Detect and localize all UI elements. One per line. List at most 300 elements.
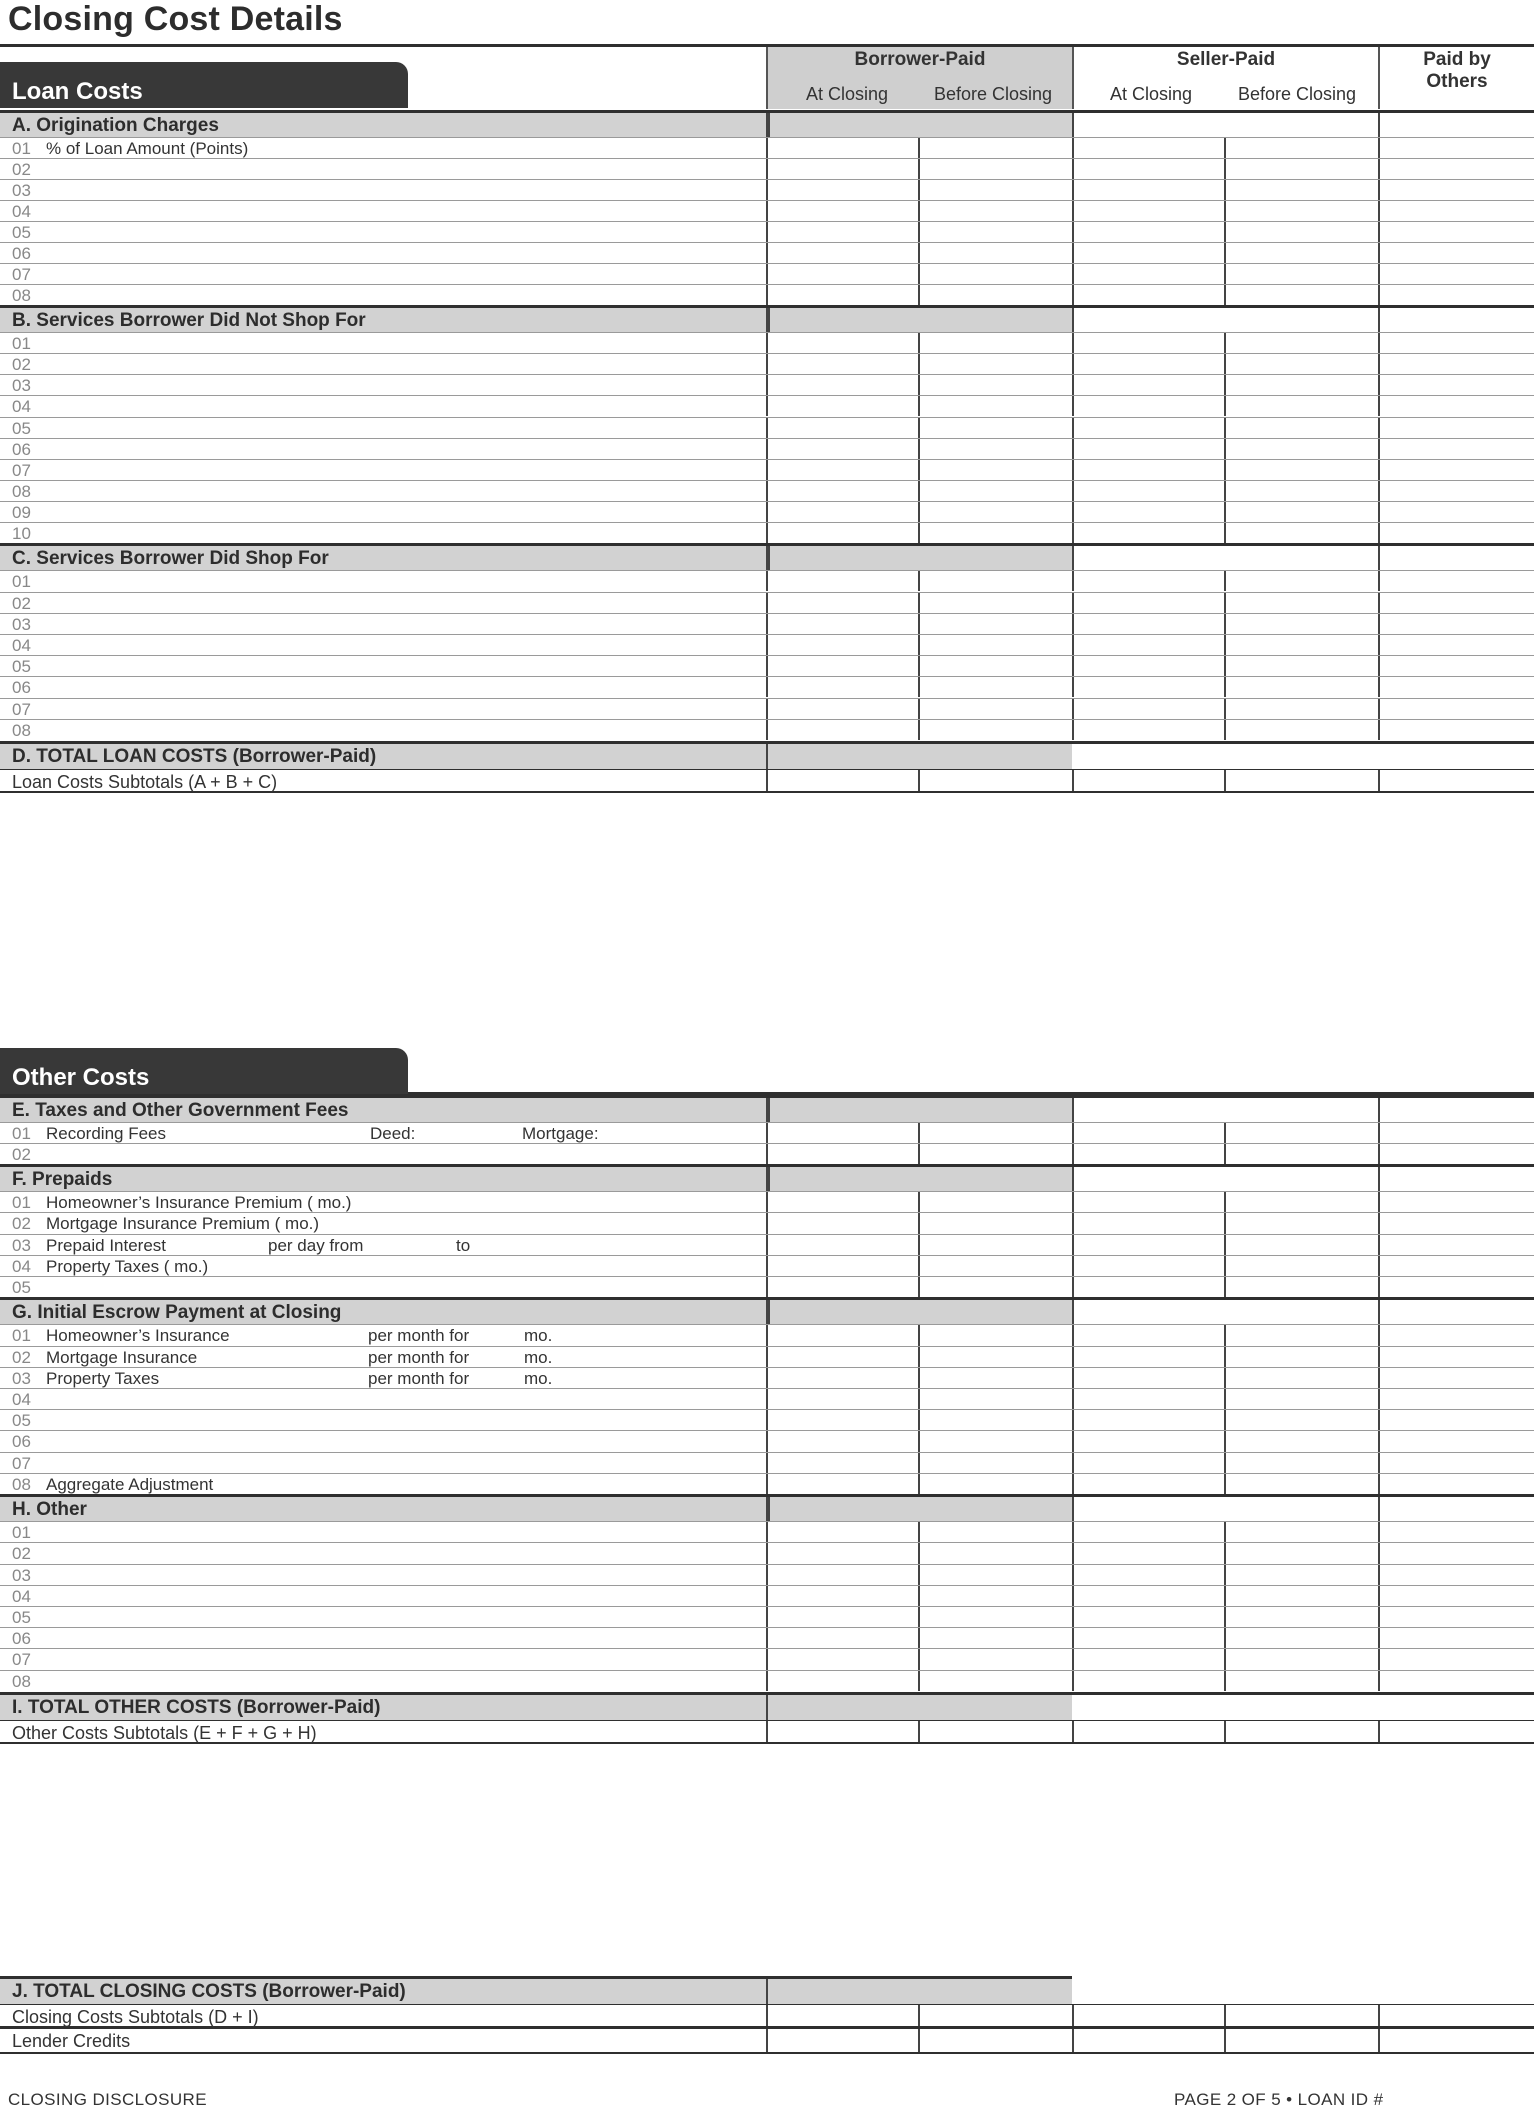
amount-cell[interactable] <box>1226 201 1378 221</box>
amount-cell[interactable] <box>920 614 1072 634</box>
amount-cell[interactable] <box>768 1256 920 1276</box>
line-item-row <box>0 634 1534 655</box>
amount-cell[interactable] <box>768 699 920 719</box>
amount-cell[interactable] <box>920 2029 1072 2052</box>
amount-cell[interactable] <box>1380 222 1534 242</box>
amount-cell[interactable] <box>1226 354 1378 374</box>
amount-cell[interactable] <box>1226 1410 1378 1430</box>
amount-cell[interactable] <box>920 1144 1072 1164</box>
amount-cell[interactable] <box>768 460 920 480</box>
amount-cell[interactable] <box>920 770 1072 791</box>
amount-cell[interactable] <box>768 2005 920 2026</box>
amount-cell[interactable] <box>1226 1565 1378 1585</box>
column-divider <box>918 333 920 353</box>
amount-cell[interactable] <box>920 285 1072 305</box>
amount-cell[interactable] <box>768 770 920 791</box>
amount-cell[interactable] <box>1226 285 1378 305</box>
amount-cell[interactable] <box>768 1474 920 1494</box>
amount-cell[interactable] <box>1074 1277 1226 1297</box>
amount-cell[interactable] <box>1074 1522 1226 1542</box>
amount-cell[interactable] <box>768 1586 920 1606</box>
amount-cell[interactable] <box>1074 460 1226 480</box>
amount-cell[interactable] <box>1380 1347 1534 1367</box>
amount-cell[interactable] <box>1074 285 1226 305</box>
amount-cell[interactable] <box>768 375 920 395</box>
column-divider <box>1224 1389 1226 1409</box>
amount-cell[interactable] <box>1380 285 1534 305</box>
line-number: 01 <box>12 1193 31 1213</box>
amount-cell[interactable] <box>768 285 920 305</box>
line-number: 06 <box>12 439 31 459</box>
amount-cell[interactable] <box>768 1522 920 1542</box>
amount-cell[interactable] <box>1226 770 1378 791</box>
amount-cell[interactable] <box>920 1453 1072 1473</box>
amount-cell[interactable] <box>1074 1721 1226 1742</box>
line-extra-label: mo. <box>524 1347 553 1367</box>
amount-cell[interactable] <box>920 1628 1072 1648</box>
amount-cell[interactable] <box>1380 396 1534 416</box>
column-divider <box>918 439 920 459</box>
amount-cell[interactable] <box>768 1123 920 1143</box>
amount-cell[interactable] <box>1380 720 1534 740</box>
amount-cell[interactable] <box>920 1522 1072 1542</box>
amount-cell[interactable] <box>920 439 1072 459</box>
amount-cell[interactable] <box>768 264 920 284</box>
amount-cell[interactable] <box>1074 222 1226 242</box>
column-divider <box>766 2005 768 2026</box>
amount-cell[interactable] <box>1380 1431 1534 1451</box>
amount-cell[interactable] <box>1074 656 1226 676</box>
amount-cell[interactable] <box>1074 1628 1226 1648</box>
amount-cell[interactable] <box>1074 1410 1226 1430</box>
amount-cell[interactable] <box>1226 1325 1378 1345</box>
amount-cell[interactable] <box>768 1628 920 1648</box>
amount-cell[interactable] <box>768 201 920 221</box>
section-heading-label: A. Origination Charges <box>12 115 219 136</box>
amount-cell[interactable] <box>920 159 1072 179</box>
amount-cell[interactable] <box>1226 333 1378 353</box>
amount-cell[interactable] <box>1074 1389 1226 1409</box>
amount-cell[interactable] <box>1380 1235 1534 1255</box>
amount-cell[interactable] <box>768 2029 920 2052</box>
amount-cell[interactable] <box>1380 1389 1534 1409</box>
amount-cell[interactable] <box>768 222 920 242</box>
amount-cell[interactable] <box>920 720 1072 740</box>
amount-cell[interactable] <box>1074 1213 1226 1233</box>
amount-cell[interactable] <box>1380 571 1534 591</box>
amount-cell[interactable] <box>920 481 1072 501</box>
amount-cell[interactable] <box>920 523 1072 543</box>
amount-cell[interactable] <box>1226 1235 1378 1255</box>
amount-cell[interactable] <box>1074 138 1226 158</box>
amount-cell[interactable] <box>768 1368 920 1388</box>
amount-cell[interactable] <box>1074 1192 1226 1212</box>
column-divider <box>1378 354 1380 374</box>
amount-cell[interactable] <box>1074 481 1226 501</box>
amount-cell[interactable] <box>920 418 1072 438</box>
amount-cell[interactable] <box>1226 481 1378 501</box>
amount-cell[interactable] <box>1074 523 1226 543</box>
amount-cell[interactable] <box>1074 201 1226 221</box>
amount-cell[interactable] <box>920 1368 1072 1388</box>
amount-cell[interactable] <box>1226 1389 1378 1409</box>
amount-cell[interactable] <box>920 635 1072 655</box>
column-divider <box>766 308 768 332</box>
amount-cell[interactable] <box>1226 571 1378 591</box>
amount-cell[interactable] <box>768 614 920 634</box>
column-divider <box>766 159 768 179</box>
amount-cell[interactable] <box>768 243 920 263</box>
amount-cell[interactable] <box>1074 720 1226 740</box>
amount-cell[interactable] <box>1074 1586 1226 1606</box>
amount-cell[interactable] <box>1380 1721 1534 1742</box>
amount-cell[interactable] <box>1380 523 1534 543</box>
amount-cell[interactable] <box>1074 159 1226 179</box>
amount-cell[interactable] <box>1226 375 1378 395</box>
amount-cell[interactable] <box>1380 614 1534 634</box>
amount-cell[interactable] <box>1074 1543 1226 1563</box>
amount-cell[interactable] <box>1226 1607 1378 1627</box>
amount-cell[interactable] <box>920 1277 1072 1297</box>
line-item-row <box>0 1430 1534 1451</box>
amount-cell[interactable] <box>1380 1522 1534 1542</box>
amount-cell[interactable] <box>1380 1586 1534 1606</box>
amount-cell[interactable] <box>1226 720 1378 740</box>
amount-cell[interactable] <box>1380 159 1534 179</box>
amount-cell[interactable] <box>768 1235 920 1255</box>
amount-cell[interactable] <box>920 1347 1072 1367</box>
amount-cell[interactable] <box>1226 1453 1378 1473</box>
amount-cell[interactable] <box>920 1607 1072 1627</box>
amount-cell[interactable] <box>768 354 920 374</box>
column-divider <box>918 1368 920 1388</box>
amount-cell[interactable] <box>768 439 920 459</box>
amount-cell[interactable] <box>920 1325 1072 1345</box>
amount-cell[interactable] <box>768 396 920 416</box>
amount-cell[interactable] <box>920 656 1072 676</box>
amount-cell[interactable] <box>920 502 1072 522</box>
amount-cell[interactable] <box>1226 1543 1378 1563</box>
amount-cell[interactable] <box>768 159 920 179</box>
amount-cell[interactable] <box>1380 1607 1534 1627</box>
amount-cell[interactable] <box>1380 180 1534 200</box>
amount-cell[interactable] <box>768 635 920 655</box>
amount-cell[interactable] <box>1380 418 1534 438</box>
column-divider <box>1072 699 1074 719</box>
amount-cell[interactable] <box>1226 677 1378 697</box>
amount-cell[interactable] <box>1226 138 1378 158</box>
column-divider <box>766 201 768 221</box>
amount-cell[interactable] <box>1074 1431 1226 1451</box>
amount-cell[interactable] <box>1226 1522 1378 1542</box>
amount-cell[interactable] <box>1074 264 1226 284</box>
amount-cell[interactable] <box>1380 677 1534 697</box>
amount-cell[interactable] <box>1074 699 1226 719</box>
amount-cell[interactable] <box>768 1671 920 1691</box>
amount-cell[interactable] <box>1226 180 1378 200</box>
amount-cell[interactable] <box>1074 614 1226 634</box>
amount-cell[interactable] <box>1226 264 1378 284</box>
amount-cell[interactable] <box>1074 770 1226 791</box>
amount-cell[interactable] <box>1226 1586 1378 1606</box>
amount-cell[interactable] <box>1226 1347 1378 1367</box>
closing-costs-subtotal-row <box>0 2004 1534 2028</box>
amount-cell[interactable] <box>920 1410 1072 1430</box>
amount-cell[interactable] <box>768 1144 920 1164</box>
amount-cell[interactable] <box>768 418 920 438</box>
amount-cell[interactable] <box>768 1431 920 1451</box>
amount-cell[interactable] <box>920 375 1072 395</box>
amount-cell[interactable] <box>768 481 920 501</box>
amount-cell[interactable] <box>1074 593 1226 613</box>
amount-cell[interactable] <box>920 571 1072 591</box>
column-divider <box>1224 1192 1226 1212</box>
column-divider <box>1378 502 1380 522</box>
amount-cell[interactable] <box>768 593 920 613</box>
amount-cell[interactable] <box>1074 2005 1226 2026</box>
amount-cell[interactable] <box>1074 180 1226 200</box>
amount-cell[interactable] <box>768 677 920 697</box>
amount-cell[interactable] <box>1380 333 1534 353</box>
column-divider <box>1224 354 1226 374</box>
amount-cell[interactable] <box>1074 1474 1226 1494</box>
line-number: 05 <box>12 657 31 677</box>
line-description: Property Taxes <box>46 1368 160 1388</box>
amount-cell[interactable] <box>1074 243 1226 263</box>
amount-cell[interactable] <box>1380 1543 1534 1563</box>
amount-cell[interactable] <box>1074 1256 1226 1276</box>
amount-cell[interactable] <box>920 1389 1072 1409</box>
amount-cell[interactable] <box>1074 375 1226 395</box>
amount-cell[interactable] <box>1226 460 1378 480</box>
line-item-row <box>0 438 1534 459</box>
amount-cell[interactable] <box>1226 159 1378 179</box>
amount-cell[interactable] <box>768 1543 920 1563</box>
amount-cell[interactable] <box>1380 1144 1534 1164</box>
amount-cell[interactable] <box>1226 1144 1378 1164</box>
amount-cell[interactable] <box>768 1607 920 1627</box>
amount-cell[interactable] <box>768 1453 920 1473</box>
amount-cell[interactable] <box>768 720 920 740</box>
amount-cell[interactable] <box>1380 1256 1534 1276</box>
amount-cell[interactable] <box>768 1565 920 1585</box>
amount-cell[interactable] <box>1074 2029 1226 2052</box>
amount-cell[interactable] <box>1226 243 1378 263</box>
amount-cell[interactable] <box>768 656 920 676</box>
amount-cell[interactable] <box>1226 439 1378 459</box>
amount-cell[interactable] <box>1226 2005 1378 2026</box>
amount-cell[interactable] <box>1074 1607 1226 1627</box>
amount-cell[interactable] <box>768 1347 920 1367</box>
amount-cell[interactable] <box>920 264 1072 284</box>
amount-cell[interactable] <box>768 1649 920 1669</box>
amount-cell[interactable] <box>768 333 920 353</box>
amount-cell[interactable] <box>920 2005 1072 2026</box>
amount-cell[interactable] <box>1380 770 1534 791</box>
amount-cell[interactable] <box>1380 1325 1534 1345</box>
amount-cell[interactable] <box>1380 656 1534 676</box>
amount-cell[interactable] <box>920 333 1072 353</box>
column-divider <box>1224 1522 1226 1542</box>
amount-cell[interactable] <box>1074 1325 1226 1345</box>
subtotal-label: Lender Credits <box>12 2031 131 2051</box>
amount-cell[interactable] <box>1226 1649 1378 1669</box>
amount-cell[interactable] <box>768 1277 920 1297</box>
amount-cell[interactable] <box>1380 481 1534 501</box>
amount-cell[interactable] <box>1074 1565 1226 1585</box>
amount-cell[interactable] <box>1226 1123 1378 1143</box>
amount-cell[interactable] <box>1380 460 1534 480</box>
amount-cell[interactable] <box>1380 1368 1534 1388</box>
amount-cell[interactable] <box>1226 656 1378 676</box>
amount-cell[interactable] <box>1226 1671 1378 1691</box>
amount-cell[interactable] <box>1380 1123 1534 1143</box>
amount-cell[interactable] <box>768 571 920 591</box>
amount-cell[interactable] <box>1226 222 1378 242</box>
amount-cell[interactable] <box>920 222 1072 242</box>
amount-cell[interactable] <box>768 180 920 200</box>
column-divider <box>1378 2029 1380 2052</box>
amount-cell[interactable] <box>1074 1453 1226 1473</box>
amount-cell[interactable] <box>1380 1565 1534 1585</box>
amount-cell[interactable] <box>1226 635 1378 655</box>
amount-cell[interactable] <box>1226 1721 1378 1742</box>
amount-cell[interactable] <box>1226 396 1378 416</box>
column-divider <box>1224 375 1226 395</box>
amount-cell[interactable] <box>920 1123 1072 1143</box>
amount-cell[interactable] <box>1380 1213 1534 1233</box>
amount-cell[interactable] <box>920 677 1072 697</box>
column-divider <box>918 2029 920 2052</box>
amount-cell[interactable] <box>920 1671 1072 1691</box>
amount-cell[interactable] <box>1380 1671 1534 1691</box>
amount-cell[interactable] <box>920 396 1072 416</box>
amount-cell[interactable] <box>920 1721 1072 1742</box>
amount-cell[interactable] <box>920 201 1072 221</box>
amount-cell[interactable] <box>1380 2005 1534 2026</box>
amount-cell[interactable] <box>1380 1649 1534 1669</box>
amount-cell[interactable] <box>920 1235 1072 1255</box>
amount-cell[interactable] <box>768 502 920 522</box>
amount-cell[interactable] <box>1074 396 1226 416</box>
amount-cell[interactable] <box>1380 138 1534 158</box>
amount-cell[interactable] <box>920 593 1072 613</box>
amount-cell[interactable] <box>1226 523 1378 543</box>
amount-cell[interactable] <box>768 1410 920 1430</box>
amount-cell[interactable] <box>768 1325 920 1345</box>
amount-cell[interactable] <box>920 460 1072 480</box>
amount-cell[interactable] <box>1074 677 1226 697</box>
amount-cell[interactable] <box>1074 635 1226 655</box>
amount-cell[interactable] <box>1226 1474 1378 1494</box>
amount-cell[interactable] <box>768 1721 920 1742</box>
amount-cell[interactable] <box>1226 2029 1378 2052</box>
amount-cell[interactable] <box>920 180 1072 200</box>
amount-cell[interactable] <box>768 523 920 543</box>
amount-cell[interactable] <box>1380 699 1534 719</box>
amount-cell[interactable] <box>920 1474 1072 1494</box>
amount-cell[interactable] <box>920 1431 1072 1451</box>
line-item-row <box>0 1212 1534 1233</box>
amount-cell[interactable] <box>1074 502 1226 522</box>
amount-cell[interactable] <box>1074 418 1226 438</box>
line-description: Aggregate Adjustment <box>46 1474 214 1494</box>
amount-cell[interactable] <box>768 1389 920 1409</box>
amount-cell[interactable] <box>920 1649 1072 1669</box>
amount-cell[interactable] <box>1380 201 1534 221</box>
amount-cell[interactable] <box>920 138 1072 158</box>
amount-cell[interactable] <box>1074 354 1226 374</box>
amount-cell[interactable] <box>1226 1256 1378 1276</box>
amount-cell[interactable] <box>1380 264 1534 284</box>
amount-cell[interactable] <box>1380 1453 1534 1473</box>
amount-cell[interactable] <box>920 354 1072 374</box>
amount-cell[interactable] <box>1074 439 1226 459</box>
amount-cell[interactable] <box>1074 1235 1226 1255</box>
amount-cell[interactable] <box>1380 439 1534 459</box>
amount-cell[interactable] <box>1074 1368 1226 1388</box>
line-item-row <box>0 1324 1534 1345</box>
amount-cell[interactable] <box>1380 1628 1534 1648</box>
amount-cell[interactable] <box>920 699 1072 719</box>
amount-cell[interactable] <box>768 138 920 158</box>
amount-cell[interactable] <box>1226 1628 1378 1648</box>
amount-cell[interactable] <box>1226 1368 1378 1388</box>
amount-cell[interactable] <box>1380 354 1534 374</box>
amount-cell[interactable] <box>1380 375 1534 395</box>
amount-cell[interactable] <box>1074 571 1226 591</box>
amount-cell[interactable] <box>1226 614 1378 634</box>
amount-cell[interactable] <box>1380 1474 1534 1494</box>
amount-cell[interactable] <box>1074 1123 1226 1143</box>
amount-cell[interactable] <box>1380 1277 1534 1297</box>
amount-cell[interactable] <box>1380 502 1534 522</box>
amount-cell[interactable] <box>1226 502 1378 522</box>
amount-cell[interactable] <box>1074 333 1226 353</box>
amount-cell[interactable] <box>768 1192 920 1212</box>
column-divider <box>1378 138 1380 158</box>
amount-cell[interactable] <box>920 1586 1072 1606</box>
amount-cell[interactable] <box>920 1256 1072 1276</box>
amount-cell[interactable] <box>1380 1192 1534 1212</box>
amount-cell[interactable] <box>1226 593 1378 613</box>
amount-cell[interactable] <box>1226 1192 1378 1212</box>
amount-cell[interactable] <box>768 1213 920 1233</box>
amount-cell[interactable] <box>1074 1649 1226 1669</box>
amount-cell[interactable] <box>1380 635 1534 655</box>
amount-cell[interactable] <box>1380 1410 1534 1430</box>
amount-cell[interactable] <box>1380 593 1534 613</box>
amount-cell[interactable] <box>1074 1144 1226 1164</box>
amount-cell[interactable] <box>1226 1277 1378 1297</box>
amount-cell[interactable] <box>1226 418 1378 438</box>
column-divider <box>766 1649 768 1669</box>
amount-cell[interactable] <box>1226 1213 1378 1233</box>
amount-cell[interactable] <box>920 243 1072 263</box>
amount-cell[interactable] <box>1226 699 1378 719</box>
column-divider <box>1224 523 1226 543</box>
amount-cell[interactable] <box>1226 1431 1378 1451</box>
amount-cell[interactable] <box>1074 1671 1226 1691</box>
amount-cell[interactable] <box>920 1543 1072 1563</box>
amount-cell[interactable] <box>920 1565 1072 1585</box>
column-divider <box>1378 720 1380 740</box>
amount-cell[interactable] <box>1380 243 1534 263</box>
amount-cell[interactable] <box>920 1213 1072 1233</box>
amount-cell[interactable] <box>1380 2029 1534 2052</box>
amount-cell[interactable] <box>920 1192 1072 1212</box>
amount-cell[interactable] <box>1074 1347 1226 1367</box>
